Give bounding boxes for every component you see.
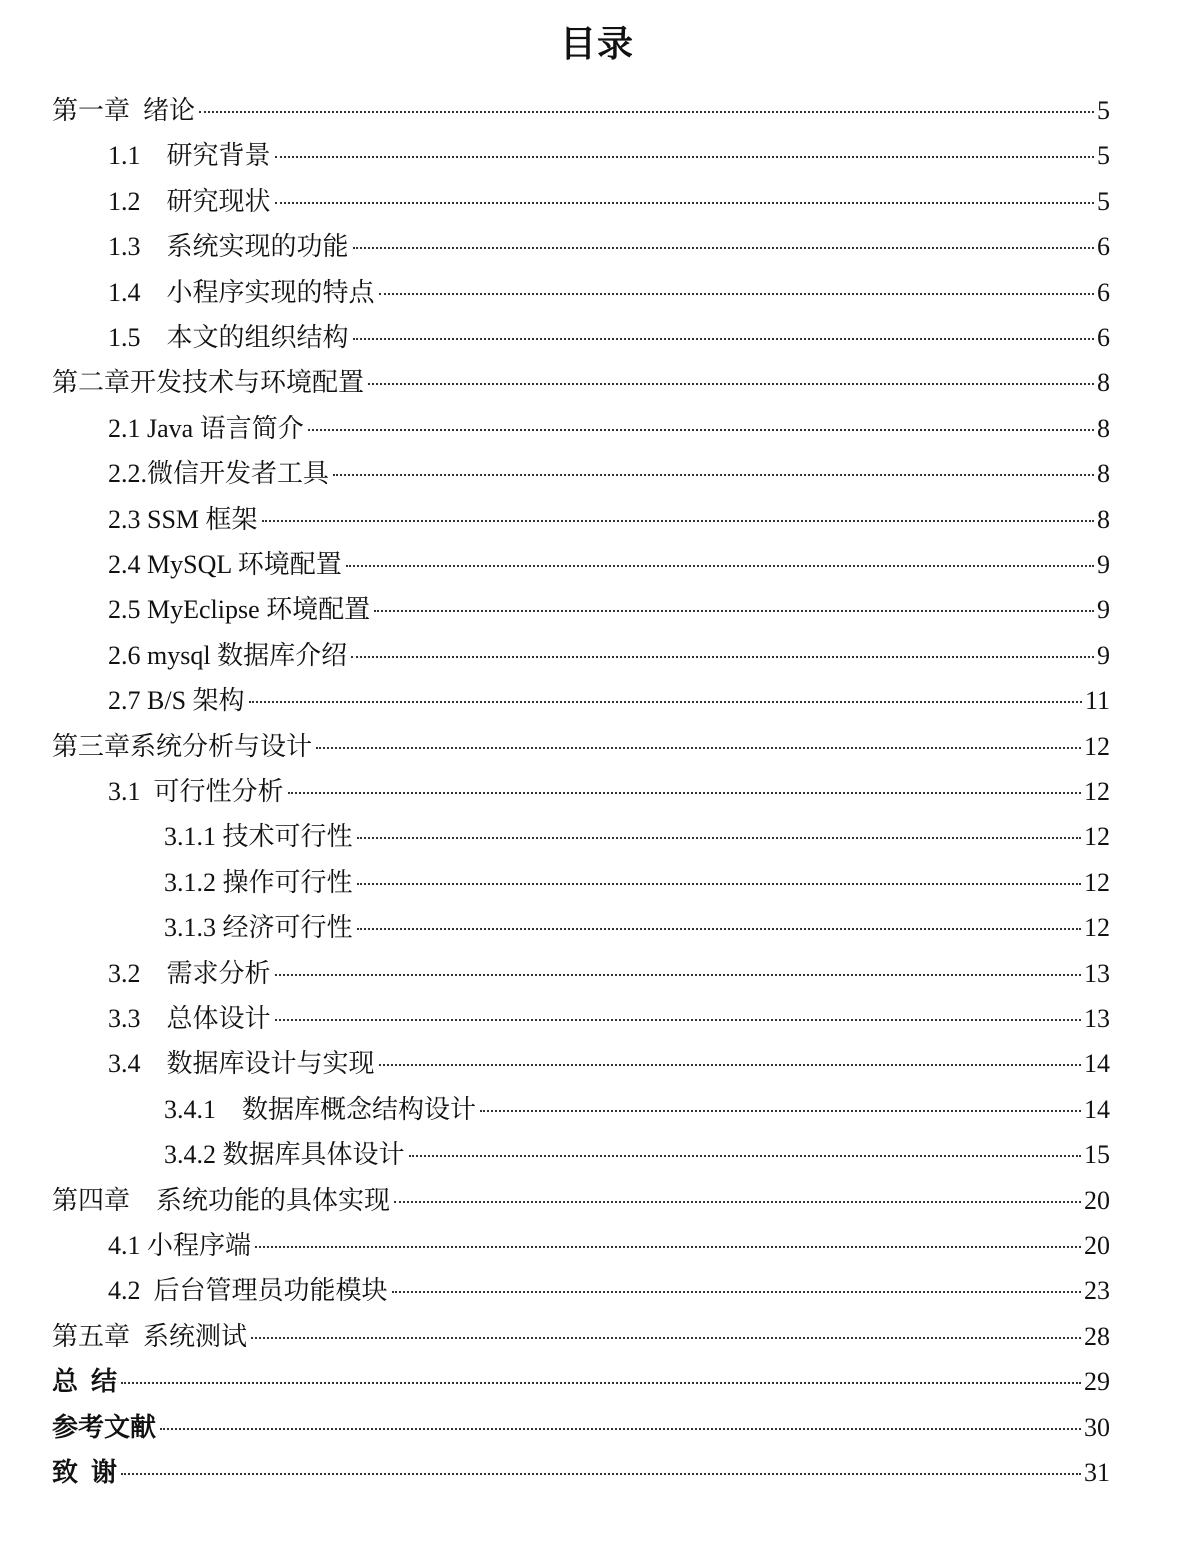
toc-entry[interactable] [52, 1450, 1110, 1495]
toc-entry[interactable] [108, 315, 1110, 360]
toc-dot-leader [275, 156, 1094, 158]
toc-entry[interactable] [108, 678, 1110, 723]
toc-entry-page-number: 6 [1097, 277, 1110, 307]
toc-entry-label: 2.5 MyEclipse 环境配置 [108, 595, 371, 625]
toc-dot-leader [275, 202, 1094, 204]
toc-entry[interactable] [108, 951, 1110, 996]
toc-entry-page-number: 9 [1097, 595, 1110, 625]
toc-entry-label: 3.3 总体设计 [108, 1004, 271, 1033]
toc-entry-label: 3.4.1 数据库概念结构设计 [164, 1094, 477, 1124]
toc-dot-leader [346, 565, 1094, 567]
toc-entry[interactable] [108, 633, 1110, 678]
toc-entry-label: 3.4.2 数据库具体设计 [164, 1140, 405, 1170]
toc-entry-page-number: 31 [1084, 1458, 1110, 1487]
toc-entry[interactable] [108, 769, 1110, 814]
toc-entry-page-number: 20 [1084, 1231, 1110, 1260]
toc-entry[interactable] [52, 1359, 1110, 1404]
toc-entry-label: 3.2 需求分析 [108, 958, 271, 988]
toc-entry-page-number: 5 [1097, 186, 1110, 216]
toc-entry-label: 2.4 MySQL 环境配置 [108, 550, 342, 579]
toc-entry-page-number: 29 [1084, 1367, 1110, 1397]
toc-dot-leader [357, 883, 1081, 885]
toc-entry-page-number: 8 [1097, 504, 1110, 534]
toc-entry[interactable] [108, 133, 1110, 178]
toc-entry-label: 第四章 系统功能的具体实现 [52, 1185, 391, 1215]
toc-entry-label: 3.1 可行性分析 [108, 777, 284, 806]
toc-entry[interactable] [108, 497, 1110, 542]
toc-entry-label: 1.1 研究背景 [108, 141, 271, 171]
toc-entry[interactable] [164, 1087, 1110, 1132]
toc-entry-page-number: 5 [1097, 96, 1110, 125]
toc-entry-page-number: 14 [1084, 1094, 1110, 1124]
toc-entry-label: 2.7 B/S 架构 [108, 686, 245, 716]
toc-entry-label: 致 谢 [52, 1458, 118, 1487]
toc-dot-leader [262, 520, 1094, 522]
toc-entry-label: 第五章 系统测试 [52, 1321, 248, 1351]
toc-entry[interactable] [108, 270, 1110, 315]
toc-entry-page-number: 8 [1097, 368, 1110, 398]
toc-dot-leader [255, 1246, 1081, 1248]
toc-dot-leader [351, 656, 1094, 658]
toc-dot-leader [379, 1064, 1081, 1066]
toc-entry-page-number: 8 [1097, 459, 1110, 489]
toc-entry-page-number: 20 [1084, 1185, 1110, 1215]
toc-dot-leader [374, 610, 1094, 612]
toc-dot-leader [288, 792, 1081, 794]
toc-entry-label: 2.1 Java 语言简介 [108, 413, 304, 443]
toc-entry-page-number: 9 [1097, 550, 1110, 579]
toc-dot-leader [316, 747, 1081, 749]
toc-entry-label: 第三章系统分析与设计 [52, 731, 313, 761]
toc-entry-page-number: 14 [1084, 1049, 1110, 1079]
toc-dot-leader [353, 338, 1094, 340]
toc-dot-leader [121, 1382, 1081, 1384]
toc-entry-page-number: 12 [1084, 867, 1110, 897]
toc-dot-leader [379, 293, 1094, 295]
toc-entry[interactable] [108, 996, 1110, 1041]
toc-entry[interactable] [108, 1041, 1110, 1086]
toc-dot-leader [368, 383, 1094, 385]
toc-entry[interactable] [108, 587, 1110, 632]
toc-entry-label: 4.2 后台管理员功能模块 [108, 1276, 388, 1306]
toc-entry[interactable] [52, 88, 1110, 133]
toc-dot-leader [199, 111, 1094, 113]
toc-entry[interactable] [108, 179, 1110, 224]
toc-dot-leader [249, 701, 1082, 703]
toc-entry-page-number: 12 [1084, 777, 1110, 806]
toc-entry[interactable] [108, 451, 1110, 496]
toc-entry-label: 1.4 小程序实现的特点 [108, 277, 375, 307]
toc-entry[interactable] [108, 224, 1110, 269]
toc-entry[interactable] [52, 1314, 1110, 1359]
toc-entry[interactable] [108, 1268, 1110, 1313]
toc-entry-label: 参考文献 [52, 1412, 157, 1442]
toc-entry-label: 总 结 [52, 1367, 118, 1397]
toc-dot-leader [121, 1473, 1081, 1475]
toc-dot-leader [392, 1291, 1081, 1293]
toc-entry-label: 1.2 研究现状 [108, 186, 271, 216]
toc-entry[interactable] [108, 542, 1110, 587]
toc-entry-label: 第二章开发技术与环境配置 [52, 368, 365, 398]
toc-entry-page-number: 13 [1084, 1004, 1110, 1033]
toc-entry-label: 4.1 小程序端 [108, 1231, 252, 1260]
toc-entry-label: 2.3 SSM 框架 [108, 504, 258, 534]
toc-entry[interactable] [52, 724, 1110, 769]
toc-entry-page-number: 12 [1084, 731, 1110, 761]
toc-entry-page-number: 12 [1084, 822, 1110, 852]
toc-dot-leader [357, 837, 1081, 839]
toc-dot-leader [353, 247, 1094, 249]
toc-entry[interactable] [108, 1223, 1110, 1268]
toc-title: 目录 [559, 24, 634, 64]
toc-dot-leader [251, 1337, 1081, 1339]
toc-dot-leader [357, 928, 1081, 930]
toc-dot-leader [308, 429, 1094, 431]
toc-entry-label: 1.3 系统实现的功能 [108, 232, 349, 262]
toc-entry-page-number: 8 [1097, 413, 1110, 443]
toc-dot-leader [480, 1110, 1081, 1112]
toc-entry-page-number: 6 [1097, 232, 1110, 262]
toc-entry[interactable] [164, 1132, 1110, 1177]
toc-entry-page-number: 5 [1097, 141, 1110, 171]
toc-entry[interactable] [52, 1405, 1110, 1450]
toc-entry[interactable] [108, 406, 1110, 451]
toc-entry-label: 3.1.3 经济可行性 [164, 913, 353, 943]
toc-dot-leader [394, 1201, 1081, 1203]
toc-entry-label: 3.1.2 操作可行性 [164, 867, 353, 897]
toc-entry-label: 2.2.微信开发者工具 [108, 459, 330, 489]
toc-dot-leader [409, 1155, 1081, 1157]
toc-dot-leader [333, 474, 1094, 476]
toc-entry-page-number: 6 [1097, 323, 1110, 352]
toc-entry[interactable] [52, 360, 1110, 405]
toc-entry-label: 1.5 本文的组织结构 [108, 323, 349, 352]
toc-dot-leader [275, 1019, 1081, 1021]
toc-entry-label: 2.6 mysql 数据库介绍 [108, 640, 348, 670]
toc-entry-page-number: 9 [1097, 640, 1110, 670]
toc-entry-page-number: 12 [1084, 913, 1110, 943]
toc-dot-leader [160, 1428, 1081, 1430]
toc-entry[interactable] [164, 860, 1110, 905]
toc-entry-page-number: 11 [1084, 686, 1110, 716]
toc-entry-label: 第一章 绪论 [52, 96, 196, 125]
toc-entry-page-number: 30 [1084, 1412, 1110, 1442]
toc-entry-page-number: 23 [1084, 1276, 1110, 1306]
toc-entry[interactable] [52, 1178, 1110, 1223]
toc-entry-label: 3.4 数据库设计与实现 [108, 1049, 375, 1079]
toc-entry[interactable] [164, 814, 1110, 859]
toc-entry-label: 3.1.1 技术可行性 [164, 822, 353, 852]
toc-entry[interactable] [164, 905, 1110, 950]
toc-dot-leader [275, 974, 1081, 976]
toc-entry-page-number: 13 [1084, 958, 1110, 988]
toc-entry-page-number: 15 [1084, 1140, 1110, 1170]
toc-entry-page-number: 28 [1084, 1321, 1110, 1351]
